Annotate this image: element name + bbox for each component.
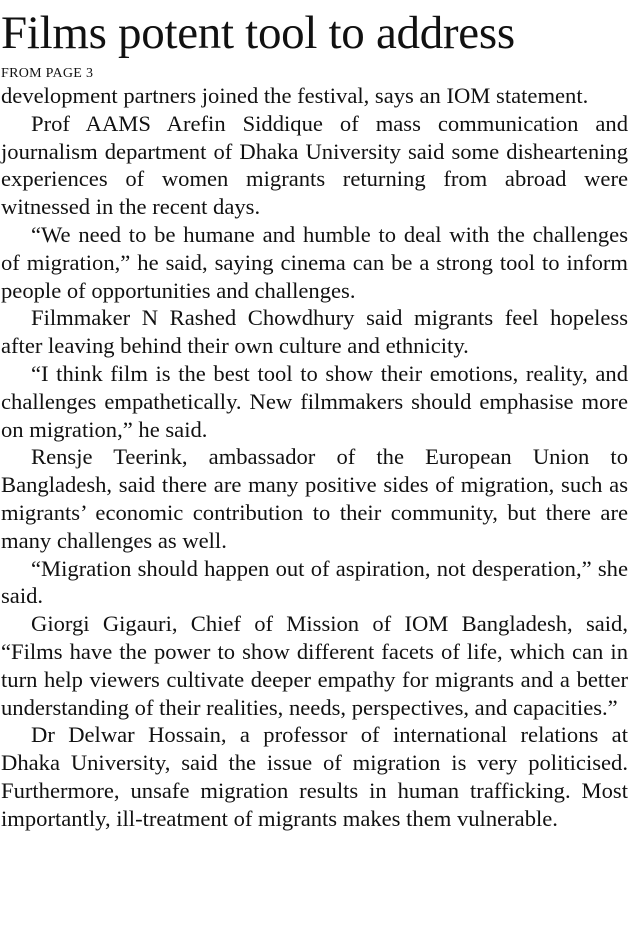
paragraph: Rensje Teerink, ambassador of the European Union to Bangladesh, said there are many positive sides of migration, such as migrants’ economic contribution to their community, but there are many challenges as well. [1, 444, 628, 553]
paragraph: “I think film is the best tool to show their emotions, reality, and challenges empathetically. New filmmakers should emphasise more on migration,” he said. [1, 360, 628, 442]
paragraph: Giorgi Gigauri, Chief of Mission of IOM Bangladesh, said, “Films have the power to show different facets of life, which can in turn help viewers cultivate deeper empathy for migrants and a better understanding of their realities, needs, perspectives, and capacities.” [1, 611, 628, 720]
headline: Films potent tool to address [1, 7, 515, 59]
article-body [1, 82, 628, 833]
news-article [1, 0, 628, 833]
paragraph: Prof AAMS Arefin Siddique of mass communication and journalism department of Dhaka University said some disheartening experiences of women migrants returning from abroad were witnessed in the recent days. [1, 110, 628, 220]
jump-line: FROM PAGE 3 [1, 66, 94, 81]
paragraph: “We need to be humane and humble to deal with the challenges of migration,” he said, saying cinema can be a strong tool to inform people of opportunities and challenges. [1, 221, 628, 303]
paragraph: Filmmaker N Rashed Chowdhury said migrants feel hopeless after leaving behind their own culture and ethnicity. [1, 305, 628, 359]
paragraph: development partners joined the festival, says an IOM statement. [1, 83, 589, 108]
paragraph: “Migration should happen out of aspiration, not desperation,” she said. [1, 555, 628, 609]
paragraph: Dr Delwar Hossain, a professor of international relations at Dhaka University, said the issue of migration is very politicised. Furthermore, unsafe migration results in human trafficking. Most importantly, ill-treatment of migrants makes them vulnerable. [1, 722, 628, 831]
